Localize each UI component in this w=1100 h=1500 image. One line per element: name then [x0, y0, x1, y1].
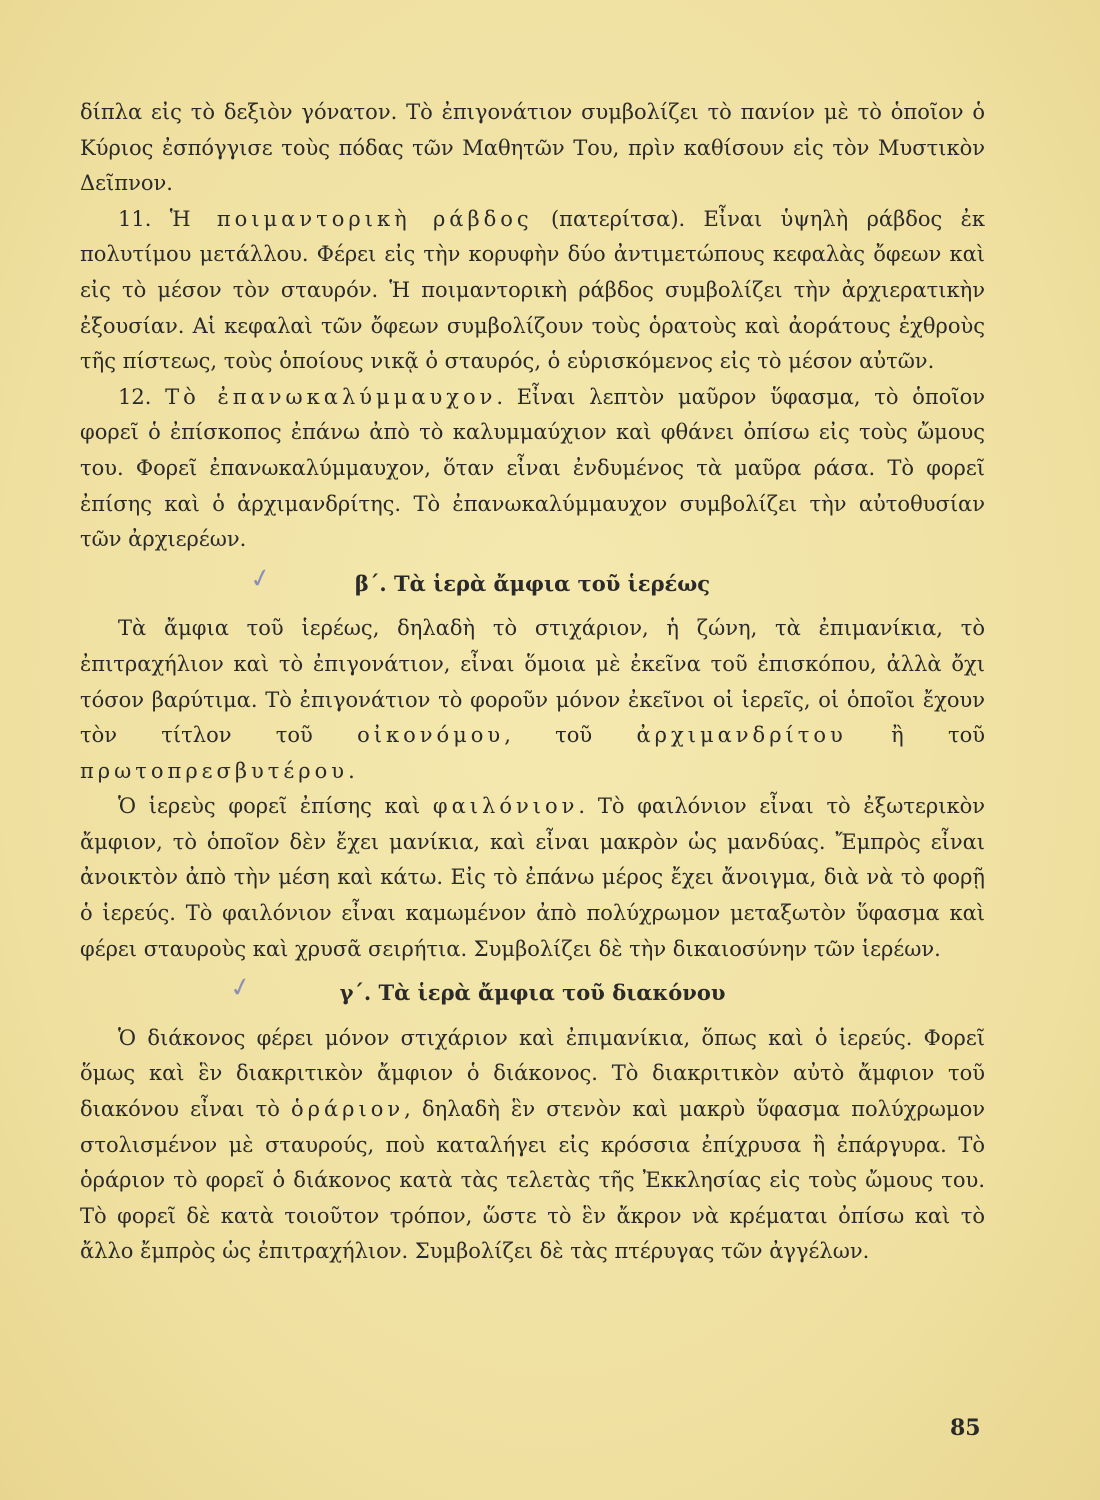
item-12-paragraph — [80, 380, 985, 558]
term-archimandritou: ἀρχιμανδρίτου — [636, 723, 847, 748]
item-12-term: Τὸ ἐπανωκαλύμμαυχον — [165, 384, 497, 409]
item-11-number: 11. — [118, 206, 152, 231]
item-12-number: 12. — [118, 384, 152, 409]
item-12-text: . Εἶναι λεπτὸν μαῦρον ὕφασμα, τὸ ὁποῖον φορεῖ ὁ ἐπίσκοπος ἐπάνω ἀπὸ τὸ καλυμμαύχιον καὶ φθάνει ὀπίσω εἰς τοὺς ὤμους του. Φορεῖ ἐπανωκαλύμμαυχον, ὅταν εἶναι ἐνδυμένος τὰ μαῦρα ράσα. Τὸ φορεῖ ἐπίσης καὶ ὁ ἀρχιμανδρίτης. Τὸ ἐπανωκαλύμμαυχον συμβολίζει τὴν αὐτοθυσίαν τῶν ἀρχιερέων. — [80, 384, 985, 552]
phelonion-paragraph — [80, 789, 985, 967]
section-heading-beta — [80, 561, 985, 602]
priest-paragraph-mid2: ἢ τοῦ — [846, 723, 985, 748]
paragraph-text: δίπλα εἰς τὸ δεξιὸν γόνατον. Τὸ ἐπιγονάτιον συμβολίζει τὸ πανίον μὲ τὸ ὁποῖον ὁ Κύριος ἐσπόγγισε τοὺς πόδας τῶν Μαθητῶν Του, πρὶν καθίσουν εἰς τὸν Μυστικὸν Δεῖπνον. — [80, 100, 985, 196]
deacon-vestments-paragraph — [80, 1021, 985, 1270]
priest-paragraph-end: . — [348, 758, 355, 783]
phelonion-start: Ὁ ἱερεὺς φορεῖ ἐπίσης καὶ — [118, 794, 433, 819]
page-number: 85 — [950, 1415, 981, 1441]
term-orarion: ὁράριον — [290, 1097, 405, 1122]
paragraph-continuation — [80, 95, 985, 202]
item-11-paragraph — [80, 202, 985, 380]
phelonion-text: . Τὸ φαιλόνιον εἶναι τὸ ἐξωτερικὸν ἄμφιον, τὸ ὁποῖον δὲν ἔχει μανίκια, καὶ εἶναι μακρὸν ὡς μανδύας. Ἔμπρὸς εἶναι ἀνοικτὸν ἀπὸ τὴν μέση καὶ κάτω. Εἰς τὸ ἐπάνω μέρος ἔχει ἄνοιγμα, διὰ νὰ τὸ φορῇ ὁ ἱερεύς. Τὸ φαιλόνιον εἶναι καμωμένον ἀπὸ πολύχρωμον μεταξωτὸν ὕφασμα καὶ φέρει σταυροὺς καὶ χρυσᾶ σειρήτια. Συμβολίζει δὲ τὴν δικαιοσύνην τῶν ἱερέων. — [80, 794, 986, 961]
page-body — [80, 95, 985, 1270]
item-11-term: Ἡ ποιμαντορικὴ ράβδος — [169, 206, 533, 231]
deacon-start: Ὁ διάκονος φέρει μόνον στιχάριον καὶ ἐπιμανίκια, ὅπως καὶ ὁ ἱερεύς. Φορεῖ ὅμως καὶ ἓν διακριτικὸν ἄμφιον ὁ διάκονος. Τὸ διακριτικὸν αὐτὸ ἄμφιον τοῦ διακόνου εἶναι τὸ — [80, 1025, 985, 1122]
term-phelonion: φαιλόνιον — [432, 794, 579, 819]
pencil-check-mark-icon: ✓ — [226, 971, 255, 1006]
term-protopresbyterou: πρωτοπρεσβυτέρου — [80, 758, 349, 783]
deacon-text: , δηλαδὴ ἓν στενὸν καὶ μακρὺ ὕφασμα πολύχρωμον στολισμένον μὲ σταυρούς, ποὺ καταλήγει εἰς κρόσσια ἐπίχρυσα ἢ ἐπάργυρα. Τὸ ὁράριον τὸ φορεῖ ὁ διάκονος κατὰ τὰς τελετὰς τῆς Ἐκκλησίας εἰς τοὺς ὤμους του. Τὸ φορεῖ δὲ κατὰ τοιοῦτον τρόπον, ὥστε τὸ ἓν ἄκρον νὰ κρέμαται ὀπίσω καὶ τὸ ἄλλο ἔμπρὸς ὡς ἐπιτραχήλιον. Συμβολίζει δὲ τὰς πτέρυγας τῶν ἀγγέλων. — [80, 1097, 985, 1264]
priest-paragraph-text: Τὰ ἄμφια τοῦ ἱερέως, δηλαδὴ τὸ στιχάριον, ἡ ζώνη, τὰ ἐπιμανίκια, τὸ ἐπιτραχήλιον καὶ τὸ ἐπιγονάτιον, εἶναι ὅμοια μὲ ἐκεῖνα τοῦ ἐπισκόπου, ἀλλὰ ὄχι τόσον βαρύτιμα. Τὸ ἐπιγονάτιον τὸ φοροῦν μόνον ἐκεῖνοι οἱ ἱερεῖς, οἱ ὁποῖοι ἔχουν τὸν τίτλον τοῦ — [80, 616, 985, 748]
section-heading-beta-text: β΄. Τὰ ἱερὰ ἄμφια τοῦ ἱερέως — [354, 570, 711, 596]
pencil-check-mark-icon: ✓ — [246, 561, 275, 596]
priest-paragraph-mid: , τοῦ — [504, 723, 637, 748]
section-heading-gamma-text: γ΄. Τὰ ἱερὰ ἄμφια τοῦ διακόνου — [339, 980, 726, 1006]
term-oikonomou: οἰκονόμου — [357, 723, 505, 748]
item-11-text: (πατερίτσα). Εἶναι ὑψηλὴ ράβδος ἐκ πολυτίμου μετάλλου. Φέρει εἰς τὴν κορυφὴν δύο ἀντιμετώπους κεφαλὰς ὄφεων καὶ εἰς τὸ μέσον τὸν σταυρόν. Ἡ ποιμαντορικὴ ράβδος συμβολίζει τὴν ἀρχιερατικὴν ἐξουσίαν. Αἱ κεφαλαὶ τῶν ὄφεων συμβολίζουν τοὺς ὁρατοὺς καὶ ἀοράτους ἐχθροὺς τῆς πίστεως, τοὺς ὁποίους νικᾷ ὁ σταυρός, ὁ εὑρισκόμενος εἰς τὸ μέσον αὐτῶν. — [80, 206, 985, 374]
section-heading-gamma — [80, 971, 985, 1011]
priest-vestments-paragraph — [80, 611, 985, 789]
